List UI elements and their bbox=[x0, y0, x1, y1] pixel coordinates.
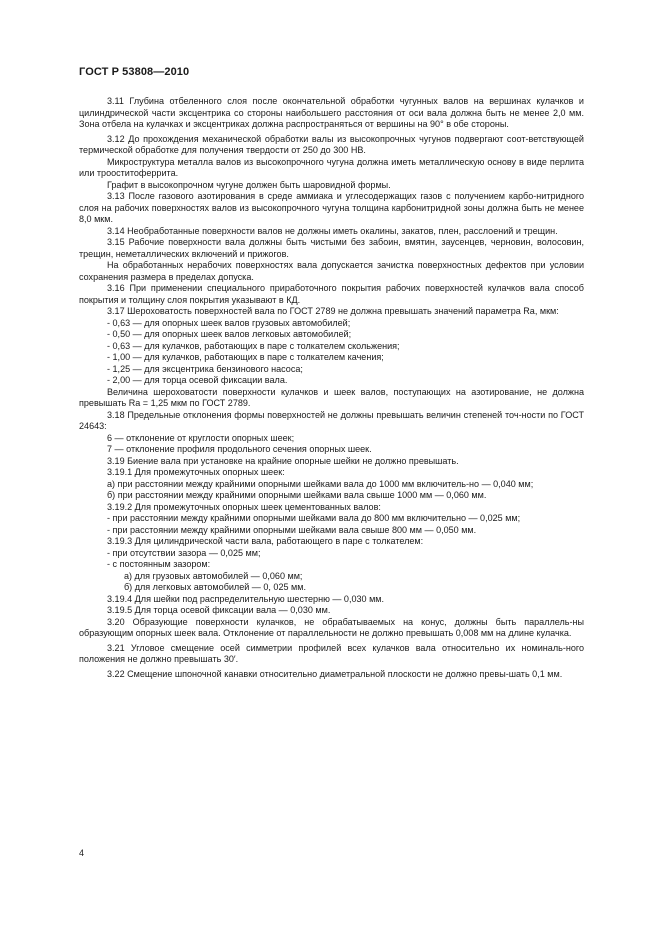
paragraph-microstructure: Микроструктура металла валов из высокопрочного чугуна должна иметь металлическую основу в виде перлита или трооститоферрита. bbox=[79, 156, 584, 178]
clause-3-22: 3.22 Смещение шпоночной канавки относительно диаметральной плоскости не должно превы-шать 0,1 мм. bbox=[107, 668, 563, 679]
list-item: 6 — отклонение от круглости опорных шеек; bbox=[107, 432, 295, 443]
document-body bbox=[79, 96, 584, 680]
list-item: - 1,25 — для эксцентрика бензинового насоса; bbox=[107, 363, 303, 374]
clause-3-21: 3.21 Угловое смещение осей симметрии профилей всех кулачков вала относительно их номиналь-ного положения не должно превышать 30′. bbox=[79, 642, 584, 664]
clause-3-19: 3.19 Биение вала при установке на крайние опорные шейки не должно превышать. bbox=[107, 455, 459, 466]
list-item: - при отсутствии зазора — 0,025 мм; bbox=[107, 547, 261, 558]
clause-3-19-1-b: б) при расстоянии между крайними опорными шейками вала свыше 1000 мм — 0,060 мм. bbox=[107, 490, 487, 500]
clause-3-19-5: 3.19.5 Для торца осевой фиксации вала — 0,030 мм. bbox=[107, 605, 331, 615]
paragraph-surface-cleaning: На обработанных нерабочих поверхностях вала допускается зачистка поверхностных дефектов при условии сохранения размера в пределах допуска. bbox=[79, 260, 584, 282]
clause-3-11: 3.11 Глубина отбеленного слоя после окончательной обработки чугунных валов на вершинах кулачков и цилиндрической части эксцентрика со стороны наибольшего расстояния от оси вала должна быть не менее 2,0 мм. Зона отбела на кулачках и эксцентриках должна распространяться от вершины на 90° в обе стороны. bbox=[79, 96, 584, 129]
clause-3-14: 3.14 Необработанные поверхности валов не должны иметь окалины, закатов, плен, расслоений и трещин. bbox=[107, 225, 558, 236]
clause-3-19-1: 3.19.1 Для промежуточных опорных шеек: bbox=[107, 467, 285, 477]
list-item: 7 — отклонение профиля продольного сечения опорных шеек. bbox=[107, 444, 372, 454]
paragraph-graphite: Графит в высокопрочном чугуне должен быть шаровидной формы. bbox=[107, 179, 391, 190]
list-item: - при расстоянии между крайними опорными шейками вала свыше 800 мм — 0,050 мм. bbox=[107, 524, 477, 535]
list-item: б) для легковых автомобилей — 0, 025 мм. bbox=[124, 582, 306, 592]
page-number: 4 bbox=[79, 848, 85, 858]
list-item: - 2,00 — для торца осевой фиксации вала. bbox=[107, 375, 288, 385]
clause-3-16: 3.16 При применении специального приработочного покрытия рабочих поверхностей кулачков вала способ покрытия и толщину слоя покрытия указывают в КД. bbox=[79, 283, 584, 305]
clause-3-15: 3.15 Рабочие поверхности вала должны быть чистыми без забоин, вмятин, заусенцев, черновин, волосовин, трещин, неметаллических включений и прижогов. bbox=[79, 237, 584, 259]
clause-3-19-4: 3.19.4 Для шейки под распределительную шестерню — 0,030 мм. bbox=[107, 593, 385, 604]
list-item: а) для грузовых автомобилей — 0,060 мм; bbox=[124, 570, 303, 581]
clause-3-19-1-a: а) при расстоянии между крайними опорными шейками вала до 1000 мм включитель-но — 0,040 мм; bbox=[107, 478, 534, 489]
list-item: - 0,63 — для опорных шеек валов грузовых автомобилей; bbox=[107, 317, 351, 328]
paragraph-nitriding-roughness: Величина шероховатости поверхности кулачков и шеек валов, поступающих на азотирование, не должна превышать Ra = 1,25 мкм по ГОСТ 2789. bbox=[79, 386, 584, 408]
list-item: - 0,63 — для кулачков, работающих в паре с толкателем скольжения; bbox=[107, 340, 400, 351]
clause-3-17: 3.17 Шероховатость поверхностей вала по ГОСТ 2789 не должна превышать значений параметра Ra, мкм: bbox=[107, 306, 559, 316]
clause-3-18: 3.18 Предельные отклонения формы поверхностей не должны превышать величин степеней точ-ности по ГОСТ 24643: bbox=[79, 409, 584, 431]
document-header: ГОСТ Р 53808—2010 bbox=[79, 66, 190, 78]
list-item: - с постоянным зазором: bbox=[107, 559, 211, 569]
list-item: - 1,00 — для кулачков, работающих в паре с толкателем качения; bbox=[107, 352, 384, 362]
clause-3-20: 3.20 Образующие поверхности кулачков, не обрабатываемых на конус, должны быть параллель-ны образующим опорных шеек вала. Отклонение от параллельности не должно превышать 0,008 мм на длине кулачка. bbox=[79, 616, 584, 638]
clause-3-12: 3.12 До прохождения механической обработки валы из высокопрочных чугунов подвергают соот-ветствующей термической обработке для получения твердости от 250 до 300 НВ. bbox=[79, 133, 584, 155]
clause-3-19-2: 3.19.2 Для промежуточных опорных шеек цементованных валов: bbox=[107, 501, 381, 512]
clause-3-19-3: 3.19.3 Для цилиндрической части вала, работающего в паре с толкателем: bbox=[107, 536, 424, 546]
list-item: - при расстоянии между крайними опорными шейками вала до 800 мм включительно — 0,025 мм; bbox=[107, 513, 521, 523]
clause-3-13: 3.13 После газового азотирования в среде аммиака и углесодержащих газов с получением карбо-нитридного слоя на рабочих поверхностях валов из высокопрочного чугуна толщина карбонитридной зоны должна быть не менее 8,0 мкм. bbox=[79, 191, 584, 224]
list-item: - 0,50 — для опорных шеек валов легковых автомобилей; bbox=[107, 329, 352, 339]
